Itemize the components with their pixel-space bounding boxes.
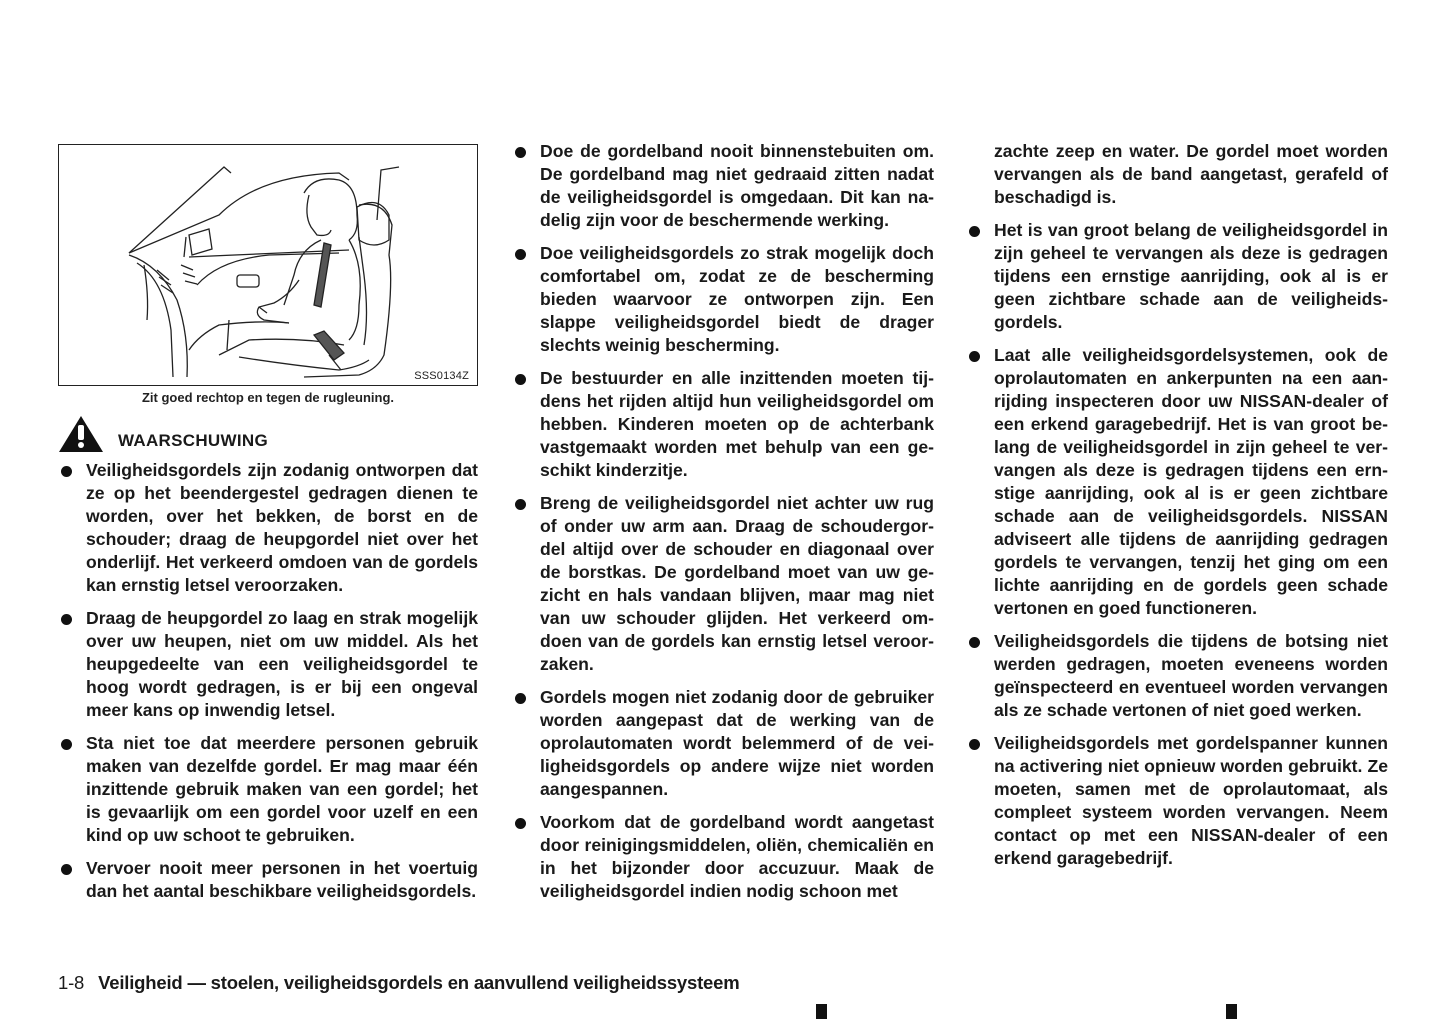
section-title: Veiligheid — stoelen, veiligheidsgordels en aanvullend veiligheidssysteem	[98, 972, 740, 993]
bullet-icon	[969, 226, 980, 237]
column-1	[58, 140, 478, 913]
bullet-icon	[515, 499, 526, 510]
bullet-icon	[61, 739, 72, 750]
list-item	[512, 811, 934, 903]
bullet-icon	[515, 147, 526, 158]
list-item	[58, 459, 478, 597]
list-item	[966, 630, 1388, 722]
bullet-text: Doe veiligheidsgordels zo strak mogelijk doch comfortabel om, zodat ze de bescherming bieden waarvoor ze ontworpen zijn. Een slappe veiligheidsgordel biedt de drager slechts weinig bescherming.	[540, 243, 934, 355]
bullet-text: De bestuurder en alle inzittenden moeten tijdens het rijden altijd hun veiligheidsgordel om hebben. Kinderen moeten op de achterbank vastgemaakt worden met behulp van een geschikt kinderzitje.	[540, 368, 934, 480]
bullet-icon	[61, 864, 72, 875]
list-item	[512, 492, 934, 676]
bullet-icon	[969, 637, 980, 648]
seated-driver-illustration-icon	[59, 145, 477, 385]
bullet-text: Veiligheidsgordels met gordelspanner kunnen na activering niet opnieuw worden gebruikt. Ze moeten, samen met de oprolautomaat, als compleet systeem worden vervangen. Neem contact op met een NISSAN-dealer of een erkend garagebedrijf.	[994, 733, 1388, 868]
bullet-icon	[61, 614, 72, 625]
list-item	[512, 686, 934, 801]
bullet-text: Sta niet toe dat meerdere personen gebruik maken van dezelfde gordel. Er mag maar één inzittende gebruik maken van een gordel; het is gevaarlijk om een gordel voor uzelf en een kind op uw schoot te gebruiken.	[86, 733, 478, 845]
bullet-text: Laat alle veiligheidsgordelsystemen, ook de oprolautomaten en ankerpunten na een aanrijding inspecteren door uw NISSAN-dealer of een erkend garagebedrijf. Het is van groot belang de veiligheidsgordel in zijn geheel te vervangen als deze is gedragen tijdens een ernstige aanrijding, ook al is er geen zichtbare schade aan de veiligheidsgordels. NISSAN adviseert alle tijdens de aanrijding gedragen gordels te vervangen, tenzij het ging om een lichte aanrijding en de gordels geen schade vertonen en goed functioneren.	[994, 345, 1388, 618]
column-2	[512, 140, 934, 913]
bullet-text: Het is van groot belang de veiligheidsgordel in zijn geheel te vervangen als deze is gedragen tijdens een ernstige aanrijding, ook al is er geen zichtbare schade aan de veiligheidsgordels.	[994, 220, 1388, 332]
bullet-list	[966, 219, 1388, 870]
page-footer	[58, 972, 739, 994]
bullet-icon	[61, 466, 72, 477]
bullet-text: Veiligheidsgordels zijn zodanig ontworpen dat ze op het beendergestel gedragen dienen te worden, over het bekken, de borst en de schouder; draag de heupgordel niet over het onderlijf. Het verkeerd omdoen van de gordels kan ernstig letsel veroorzaken.	[86, 460, 478, 595]
warning-header	[58, 413, 478, 455]
bullet-text: Draag de heupgordel zo laag en strak mogelijk over uw heupen, niet om uw middel. Als het heupgedeelte van een veiligheidsgordel te hoog wordt gedragen, is er bij een ongeval meer kans op inwendig letsel.	[86, 608, 478, 720]
crop-mark-icon	[816, 1004, 827, 1019]
bullet-icon	[515, 693, 526, 704]
list-item	[58, 607, 478, 722]
bullet-icon	[969, 351, 980, 362]
list-item	[512, 367, 934, 482]
bullet-list	[512, 140, 934, 903]
bullet-text: Gordels mogen niet zodanig door de gebruiker worden aangepast dat de werking van de oprolautomaten wordt belemmerd of de veiligheidsgordels op andere wijze niet worden aangespannen.	[540, 687, 934, 799]
continued-paragraph: zachte zeep en water. De gordel moet worden vervangen als de band aangetast, gerafeld of beschadigd is.	[994, 141, 1388, 207]
bullet-text: Voorkom dat de gordelband wordt aangetast door reinigingsmiddelen, oliën, chemicaliën en in het bijzonder door accuzuur. Maak de veiligheidsgordel indien nodig schoon met	[540, 812, 934, 901]
warning-bullet-list	[58, 459, 478, 903]
list-item	[512, 140, 934, 232]
bullet-text: Veiligheidsgordels die tijdens de botsing niet werden gedragen, moeten eveneens worden geïnspecteerd en eventueel worden vervangen als ze schade vertonen of niet goed werken.	[994, 631, 1388, 720]
column-3	[966, 140, 1388, 880]
list-item	[966, 344, 1388, 620]
bullet-text: Doe de gordelband nooit binnenstebuiten om. De gordelband mag niet gedraaid zitten nadat de veiligheidsgordel is omgedaan. Dit kan nadelig zijn voor de beschermende werking.	[540, 141, 934, 230]
figure-code: SSS0134Z	[414, 370, 469, 382]
list-item	[58, 732, 478, 847]
bullet-icon	[515, 818, 526, 829]
bullet-icon	[969, 739, 980, 750]
list-item	[966, 732, 1388, 870]
page-number: 1-8	[58, 972, 85, 993]
warning-title: WAARSCHUWING	[118, 431, 268, 450]
crop-mark-icon	[1226, 1004, 1237, 1019]
warning-triangle-icon	[58, 415, 104, 453]
bullet-icon	[515, 249, 526, 260]
figure-caption: Zit goed rechtop en tegen de rugleuning.	[141, 390, 395, 405]
bullet-text: Vervoer nooit meer personen in het voertuig dan het aantal beschikbare veiligheidsgordels.	[86, 858, 478, 901]
list-item	[58, 857, 478, 903]
figure-illustration	[58, 144, 478, 386]
bullet-text: Breng de veiligheidsgordel niet achter uw rug of onder uw arm aan. Draag de schoudergordel altijd over de schouder en diagonaal over de borstkas. De gordelband moet van uw gezicht en hals vandaan blijven, maar mag niet van uw schouder glijden. Het verkeerd omdoen van de gordels kan ernstig letsel veroorzaken.	[540, 493, 934, 674]
list-item	[512, 242, 934, 357]
bullet-icon	[515, 374, 526, 385]
list-item	[966, 219, 1388, 334]
